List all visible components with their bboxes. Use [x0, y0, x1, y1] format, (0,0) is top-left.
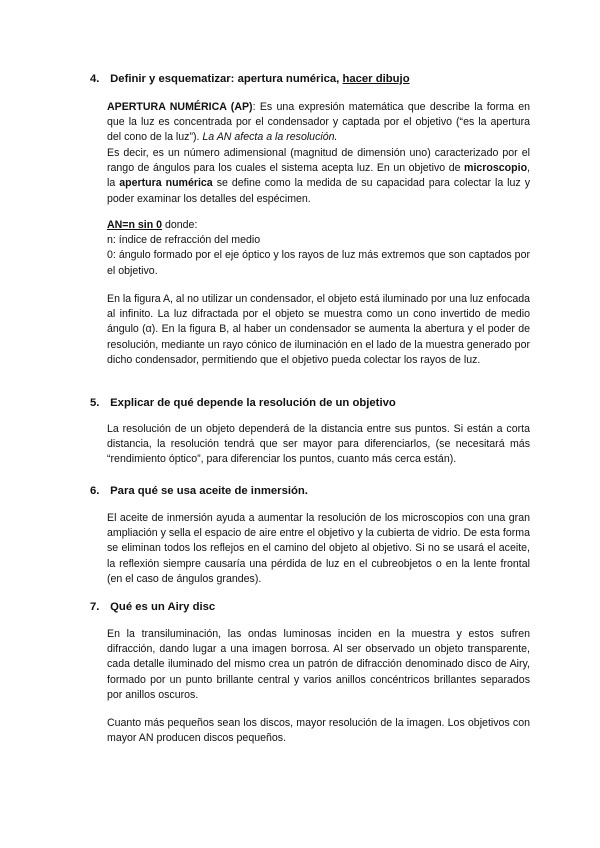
question-number: 5. [90, 397, 100, 409]
question-5-heading [90, 396, 530, 410]
detail-text-1: Es decir, es un número adimensional (magnitud de dimensión uno) caracterizado por el rango de ángulos para los cuales el sistema acepta luz. En un objetivo de [107, 147, 530, 175]
formula-expression: AN=n sin 0 [107, 219, 163, 231]
question-number: 4. [90, 73, 100, 85]
formula-line [107, 218, 530, 233]
formula-suffix: donde: [162, 219, 198, 231]
question-number: 6. [90, 485, 100, 497]
aperture-detail-paragraph [107, 146, 530, 207]
question-7-heading [90, 600, 530, 614]
airy-disc-paragraph: En la transiluminación, las ondas luminosas inciden en la muestra y estos sufren difracción, dando lugar a una imagen borrosa. Al ser observado un objeto transparente, cada detalle iluminado del mismo crea un patrón de difracción denominado disco de Airy, formado por un punto brillante central y varios anillos concéntricos brillantes separados por anillos oscuros. [107, 628, 530, 701]
question-title: Qué es un Airy disc [110, 601, 216, 613]
detail-text-2: , la [107, 162, 530, 190]
question-title: Definir y esquematizar: apertura numérica, [110, 73, 340, 85]
question-6-heading [90, 484, 530, 498]
formula-theta-definition: 0: ángulo formado por el eje óptico y los rayos de luz más extremos que son captados por el objetivo. [107, 249, 530, 277]
aperture-resolution-note: La AN afecta a la resolución. [202, 131, 338, 144]
aperture-definition-paragraph [107, 100, 530, 146]
aperture-definition-text: : Es una expresión matemática que describe la forma en que la luz es concentrada por el condensador y captada por el objetivo (“es la apertura del cono de la luz”). [107, 101, 530, 144]
airy-disc-conclusion-paragraph: Cuanto más pequeños sean los discos, mayor resolución de la imagen. Los objetivos con mayor AN producen discos pequeños. [107, 717, 530, 745]
detail-bold-apertura: apertura numérica [119, 177, 213, 190]
figure-explanation-paragraph: En la figura A, al no utilizar un condensador, el objeto está iluminado por una luz enfocada al infinito. La luz difractada por el objeto se muestra como un cono invertido de medio ángulo (α). En la figura B, al haber un condensador se aumenta la abertura y el poder de resolución, mediante un rayo cónico de iluminación en el lado de la muestra generado por dicho condensador, permitiendo que el objetivo pueda colectar los rayos de luz. [107, 293, 530, 366]
detail-text-3: se define como la medida de su capacidad para colectar la luz y poder examinar los detalles del espécimen. [107, 177, 531, 205]
question-title: Para qué se usa aceite de inmersión. [110, 485, 308, 497]
immersion-oil-paragraph: El aceite de inmersión ayuda a aumentar la resolución de los microscopios con una gran ampliación y sella el espacio de aire entre el objetivo y la cubierta de vidrio. De esta forma se eliminan todos los reflejos en el camino del objeto al objetivo. Si no se usará el aceite, la reflexión siempre causaría una pérdida de luz en el cubreobjetos o en la lente frontal (en el caso de ángulos grandes). [107, 512, 530, 585]
aperture-term: APERTURA NUMÉRICA (AP) [107, 101, 253, 113]
question-title-underlined: hacer dibujo [342, 73, 410, 85]
resolution-paragraph: La resolución de un objeto dependerá de la distancia entre sus puntos. Si están a corta distancia, la resolución tendrá que ser mayor para diferenciarlos, (se necesitará más “rendimiento óptico”, para diferenciar los puntos, cuanto más cerca están). [107, 423, 530, 466]
formula-block [107, 218, 530, 279]
question-number: 7. [90, 601, 100, 613]
formula-n-definition: n: índice de refracción del medio [107, 234, 261, 247]
detail-bold-microscopio: microscopio [464, 162, 528, 175]
question-title: Explicar de qué depende la resolución de un objetivo [110, 397, 396, 409]
question-4-heading [90, 72, 530, 86]
